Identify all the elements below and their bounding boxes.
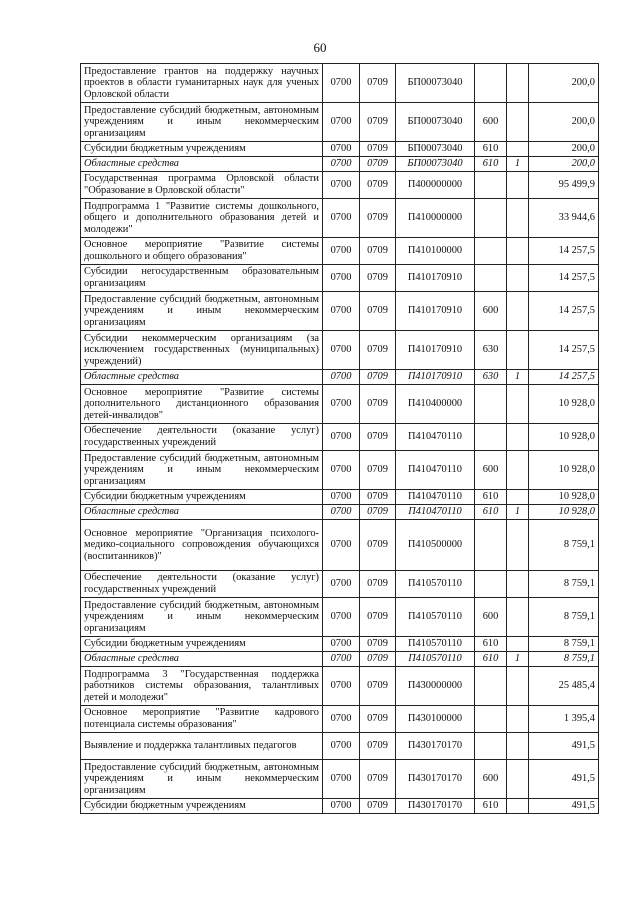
row-name: Выявление и поддержка талантливых педагогов bbox=[81, 733, 323, 760]
table-row bbox=[81, 292, 599, 331]
funding-source-code bbox=[507, 571, 529, 598]
funding-source-code bbox=[507, 292, 529, 331]
expense-type-code bbox=[475, 64, 507, 103]
target-article-code: П410470110 bbox=[396, 451, 475, 490]
subsection-code: 0709 bbox=[360, 652, 396, 667]
expense-type-code: 600 bbox=[475, 292, 507, 331]
expense-type-code: 610 bbox=[475, 157, 507, 172]
amount: 10 928,0 bbox=[529, 490, 599, 505]
subsection-code: 0709 bbox=[360, 424, 396, 451]
section-code: 0700 bbox=[323, 292, 360, 331]
section-code: 0700 bbox=[323, 571, 360, 598]
table-row bbox=[81, 64, 599, 103]
subsection-code: 0709 bbox=[360, 637, 396, 652]
row-name: Государственная программа Орловской области "Образование в Орловской области" bbox=[81, 172, 323, 199]
subsection-code: 0709 bbox=[360, 64, 396, 103]
target-article-code: П430170170 bbox=[396, 733, 475, 760]
expense-type-code bbox=[475, 385, 507, 424]
amount: 10 928,0 bbox=[529, 451, 599, 490]
target-article-code: П410500000 bbox=[396, 520, 475, 571]
funding-source-code bbox=[507, 598, 529, 637]
subsection-code: 0709 bbox=[360, 292, 396, 331]
subsection-code: 0709 bbox=[360, 760, 396, 799]
subsection-code: 0709 bbox=[360, 199, 396, 238]
section-code: 0700 bbox=[323, 520, 360, 571]
funding-source-code bbox=[507, 490, 529, 505]
section-code: 0700 bbox=[323, 424, 360, 451]
subsection-code: 0709 bbox=[360, 520, 396, 571]
amount: 200,0 bbox=[529, 157, 599, 172]
amount: 8 759,1 bbox=[529, 637, 599, 652]
expense-type-code bbox=[475, 733, 507, 760]
subsection-code: 0709 bbox=[360, 571, 396, 598]
amount: 95 499,9 bbox=[529, 172, 599, 199]
section-code: 0700 bbox=[323, 385, 360, 424]
amount: 491,5 bbox=[529, 760, 599, 799]
subsection-code: 0709 bbox=[360, 505, 396, 520]
expense-type-code: 610 bbox=[475, 637, 507, 652]
funding-source-code: 1 bbox=[507, 157, 529, 172]
funding-source-code bbox=[507, 520, 529, 571]
expense-type-code bbox=[475, 265, 507, 292]
section-code: 0700 bbox=[323, 331, 360, 370]
table-row bbox=[81, 103, 599, 142]
section-code: 0700 bbox=[323, 238, 360, 265]
row-name: Основное мероприятие "Развитие системы дополнительного дистанционного образования детей-инвалидов" bbox=[81, 385, 323, 424]
row-name: Предоставление субсидий бюджетным, автономным учреждениям и иным некоммерческим организациям bbox=[81, 451, 323, 490]
section-code: 0700 bbox=[323, 103, 360, 142]
expense-type-code: 630 bbox=[475, 370, 507, 385]
amount: 1 395,4 bbox=[529, 706, 599, 733]
expense-type-code bbox=[475, 172, 507, 199]
expense-type-code: 610 bbox=[475, 505, 507, 520]
amount: 8 759,1 bbox=[529, 571, 599, 598]
funding-source-code bbox=[507, 103, 529, 142]
table-row bbox=[81, 424, 599, 451]
row-name: Областные средства bbox=[81, 157, 323, 172]
funding-source-code bbox=[507, 424, 529, 451]
row-name: Субсидии бюджетным учреждениям bbox=[81, 799, 323, 814]
section-code: 0700 bbox=[323, 667, 360, 706]
section-code: 0700 bbox=[323, 172, 360, 199]
amount: 33 944,6 bbox=[529, 199, 599, 238]
table-row bbox=[81, 520, 599, 571]
table-row bbox=[81, 637, 599, 652]
amount: 200,0 bbox=[529, 142, 599, 157]
target-article-code: П410000000 bbox=[396, 199, 475, 238]
funding-source-code bbox=[507, 385, 529, 424]
funding-source-code bbox=[507, 199, 529, 238]
amount: 10 928,0 bbox=[529, 505, 599, 520]
funding-source-code bbox=[507, 667, 529, 706]
section-code: 0700 bbox=[323, 637, 360, 652]
table-row bbox=[81, 157, 599, 172]
target-article-code: П430000000 bbox=[396, 667, 475, 706]
table-row bbox=[81, 385, 599, 424]
row-name: Областные средства bbox=[81, 370, 323, 385]
funding-source-code bbox=[507, 331, 529, 370]
target-article-code: БП00073040 bbox=[396, 142, 475, 157]
target-article-code: П410170910 bbox=[396, 265, 475, 292]
amount: 491,5 bbox=[529, 799, 599, 814]
row-name: Основное мероприятие "Организация психолого-медико-социального сопровождения обучающихся (воспитанников)" bbox=[81, 520, 323, 571]
target-article-code: П430100000 bbox=[396, 706, 475, 733]
amount: 10 928,0 bbox=[529, 424, 599, 451]
expense-type-code bbox=[475, 667, 507, 706]
expense-type-code: 600 bbox=[475, 760, 507, 799]
target-article-code: П410170910 bbox=[396, 292, 475, 331]
funding-source-code bbox=[507, 637, 529, 652]
expense-type-code: 610 bbox=[475, 652, 507, 667]
section-code: 0700 bbox=[323, 265, 360, 292]
row-name: Субсидии бюджетным учреждениям bbox=[81, 142, 323, 157]
table-row bbox=[81, 760, 599, 799]
target-article-code: П410570110 bbox=[396, 652, 475, 667]
table-row bbox=[81, 505, 599, 520]
section-code: 0700 bbox=[323, 598, 360, 637]
row-name: Обеспечение деятельности (оказание услуг) государственных учреждений bbox=[81, 424, 323, 451]
funding-source-code: 1 bbox=[507, 652, 529, 667]
amount: 14 257,5 bbox=[529, 238, 599, 265]
table-row bbox=[81, 370, 599, 385]
row-name: Подпрограмма 3 "Государственная поддержка работников системы образования, талантливых детей и молодежи" bbox=[81, 667, 323, 706]
subsection-code: 0709 bbox=[360, 103, 396, 142]
amount: 25 485,4 bbox=[529, 667, 599, 706]
funding-source-code bbox=[507, 238, 529, 265]
expense-type-code: 610 bbox=[475, 799, 507, 814]
subsection-code: 0709 bbox=[360, 370, 396, 385]
table-row bbox=[81, 451, 599, 490]
expense-type-code bbox=[475, 199, 507, 238]
target-article-code: П410570110 bbox=[396, 598, 475, 637]
row-name: Предоставление субсидий бюджетным, автономным учреждениям и иным некоммерческим организациям bbox=[81, 103, 323, 142]
funding-source-code bbox=[507, 172, 529, 199]
expense-type-code: 610 bbox=[475, 142, 507, 157]
target-article-code: П410470110 bbox=[396, 424, 475, 451]
subsection-code: 0709 bbox=[360, 598, 396, 637]
row-name: Предоставление субсидий бюджетным, автономным учреждениям и иным некоммерческим организациям bbox=[81, 760, 323, 799]
funding-source-code bbox=[507, 64, 529, 103]
subsection-code: 0709 bbox=[360, 733, 396, 760]
table-row bbox=[81, 667, 599, 706]
subsection-code: 0709 bbox=[360, 238, 396, 265]
funding-source-code bbox=[507, 760, 529, 799]
expense-type-code bbox=[475, 571, 507, 598]
subsection-code: 0709 bbox=[360, 667, 396, 706]
amount: 10 928,0 bbox=[529, 385, 599, 424]
section-code: 0700 bbox=[323, 760, 360, 799]
row-name: Субсидии некоммерческим организациям (за исключением государственных (муниципальных) учреждений) bbox=[81, 331, 323, 370]
table-row bbox=[81, 142, 599, 157]
table-row bbox=[81, 733, 599, 760]
funding-source-code bbox=[507, 142, 529, 157]
amount: 8 759,1 bbox=[529, 520, 599, 571]
amount: 8 759,1 bbox=[529, 598, 599, 637]
expense-type-code: 600 bbox=[475, 451, 507, 490]
section-code: 0700 bbox=[323, 370, 360, 385]
expense-type-code bbox=[475, 520, 507, 571]
subsection-code: 0709 bbox=[360, 157, 396, 172]
row-name: Областные средства bbox=[81, 652, 323, 667]
row-name: Основное мероприятие "Развитие системы дошкольного и общего образования" bbox=[81, 238, 323, 265]
subsection-code: 0709 bbox=[360, 331, 396, 370]
section-code: 0700 bbox=[323, 157, 360, 172]
amount: 14 257,5 bbox=[529, 370, 599, 385]
section-code: 0700 bbox=[323, 64, 360, 103]
table-row bbox=[81, 706, 599, 733]
subsection-code: 0709 bbox=[360, 490, 396, 505]
row-name: Субсидии негосударственным образовательным организациям bbox=[81, 265, 323, 292]
funding-source-code: 1 bbox=[507, 370, 529, 385]
table-row bbox=[81, 238, 599, 265]
section-code: 0700 bbox=[323, 652, 360, 667]
amount: 200,0 bbox=[529, 103, 599, 142]
section-code: 0700 bbox=[323, 733, 360, 760]
table-row bbox=[81, 490, 599, 505]
subsection-code: 0709 bbox=[360, 706, 396, 733]
budget-table bbox=[80, 63, 599, 814]
target-article-code: П400000000 bbox=[396, 172, 475, 199]
amount: 14 257,5 bbox=[529, 292, 599, 331]
amount: 200,0 bbox=[529, 64, 599, 103]
expense-type-code: 630 bbox=[475, 331, 507, 370]
row-name: Обеспечение деятельности (оказание услуг) государственных учреждений bbox=[81, 571, 323, 598]
subsection-code: 0709 bbox=[360, 172, 396, 199]
section-code: 0700 bbox=[323, 505, 360, 520]
table-row bbox=[81, 172, 599, 199]
target-article-code: П410470110 bbox=[396, 505, 475, 520]
row-name: Субсидии бюджетным учреждениям bbox=[81, 490, 323, 505]
subsection-code: 0709 bbox=[360, 385, 396, 424]
funding-source-code bbox=[507, 733, 529, 760]
table-body bbox=[81, 64, 599, 814]
row-name: Областные средства bbox=[81, 505, 323, 520]
subsection-code: 0709 bbox=[360, 799, 396, 814]
target-article-code: БП00073040 bbox=[396, 103, 475, 142]
funding-source-code bbox=[507, 451, 529, 490]
page-number: 60 bbox=[313, 40, 327, 55]
subsection-code: 0709 bbox=[360, 265, 396, 292]
target-article-code: П410170910 bbox=[396, 331, 475, 370]
table-row bbox=[81, 199, 599, 238]
row-name: Субсидии бюджетным учреждениям bbox=[81, 637, 323, 652]
section-code: 0700 bbox=[323, 490, 360, 505]
table-row bbox=[81, 331, 599, 370]
funding-source-code bbox=[507, 265, 529, 292]
expense-type-code bbox=[475, 424, 507, 451]
table-row bbox=[81, 799, 599, 814]
amount: 8 759,1 bbox=[529, 652, 599, 667]
row-name: Предоставление грантов на поддержку научных проектов в области гуманитарных наук для ученых Орловской области bbox=[81, 64, 323, 103]
table-row bbox=[81, 652, 599, 667]
amount: 14 257,5 bbox=[529, 331, 599, 370]
row-name: Подпрограмма 1 "Развитие системы дошкольного, общего и дополнительного образования детей и молодежи" bbox=[81, 199, 323, 238]
expense-type-code: 600 bbox=[475, 103, 507, 142]
row-name: Основное мероприятие "Развитие кадрового потенциала системы образования" bbox=[81, 706, 323, 733]
row-name: Предоставление субсидий бюджетным, автономным учреждениям и иным некоммерческим организациям bbox=[81, 598, 323, 637]
funding-source-code bbox=[507, 799, 529, 814]
target-article-code: БП00073040 bbox=[396, 157, 475, 172]
target-article-code: П410170910 bbox=[396, 370, 475, 385]
amount: 14 257,5 bbox=[529, 265, 599, 292]
table-row bbox=[81, 265, 599, 292]
section-code: 0700 bbox=[323, 142, 360, 157]
target-article-code: БП00073040 bbox=[396, 64, 475, 103]
target-article-code: П430170170 bbox=[396, 799, 475, 814]
expense-type-code: 600 bbox=[475, 598, 507, 637]
section-code: 0700 bbox=[323, 199, 360, 238]
target-article-code: П410570110 bbox=[396, 571, 475, 598]
subsection-code: 0709 bbox=[360, 451, 396, 490]
target-article-code: П410400000 bbox=[396, 385, 475, 424]
expense-type-code bbox=[475, 706, 507, 733]
target-article-code: П410570110 bbox=[396, 637, 475, 652]
target-article-code: П410100000 bbox=[396, 238, 475, 265]
subsection-code: 0709 bbox=[360, 142, 396, 157]
table-row bbox=[81, 598, 599, 637]
expense-type-code bbox=[475, 238, 507, 265]
target-article-code: П410470110 bbox=[396, 490, 475, 505]
section-code: 0700 bbox=[323, 451, 360, 490]
table-row bbox=[81, 571, 599, 598]
funding-source-code: 1 bbox=[507, 505, 529, 520]
section-code: 0700 bbox=[323, 706, 360, 733]
amount: 491,5 bbox=[529, 733, 599, 760]
section-code: 0700 bbox=[323, 799, 360, 814]
row-name: Предоставление субсидий бюджетным, автономным учреждениям и иным некоммерческим организациям bbox=[81, 292, 323, 331]
target-article-code: П430170170 bbox=[396, 760, 475, 799]
expense-type-code: 610 bbox=[475, 490, 507, 505]
funding-source-code bbox=[507, 706, 529, 733]
